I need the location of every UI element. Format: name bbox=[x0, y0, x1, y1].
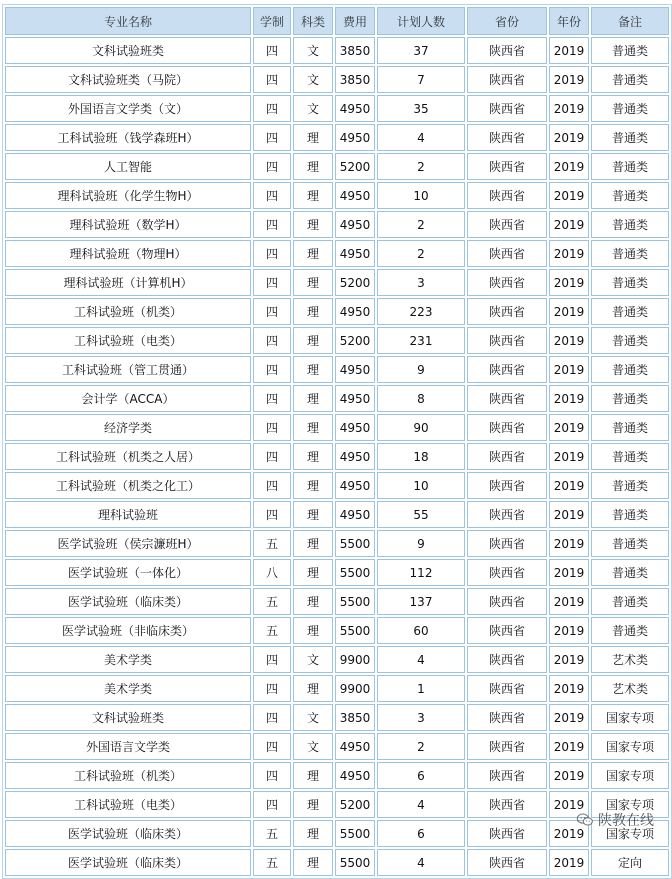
cell-duration: 四 bbox=[253, 327, 291, 354]
cell-year: 2019 bbox=[549, 182, 589, 209]
cell-year: 2019 bbox=[549, 443, 589, 470]
cell-province: 陕西省 bbox=[467, 559, 547, 586]
cell-major: 医学试验班（侯宗濂班H） bbox=[5, 530, 251, 557]
cell-fee: 4950 bbox=[335, 95, 375, 122]
cell-count: 6 bbox=[377, 820, 465, 847]
cell-category: 理 bbox=[293, 588, 333, 615]
cell-duration: 四 bbox=[253, 704, 291, 731]
cell-remark: 普通类 bbox=[591, 414, 669, 441]
cell-category: 理 bbox=[293, 269, 333, 296]
cell-remark: 普通类 bbox=[591, 385, 669, 412]
table-row bbox=[5, 124, 669, 151]
header-province: 省份 bbox=[467, 7, 547, 35]
table-row bbox=[5, 617, 669, 644]
cell-province: 陕西省 bbox=[467, 762, 547, 789]
cell-province: 陕西省 bbox=[467, 675, 547, 702]
cell-remark: 普通类 bbox=[591, 588, 669, 615]
cell-count: 90 bbox=[377, 414, 465, 441]
cell-duration: 四 bbox=[253, 646, 291, 673]
header-duration: 学制 bbox=[253, 7, 291, 35]
header-year: 年份 bbox=[549, 7, 589, 35]
cell-duration: 四 bbox=[253, 472, 291, 499]
cell-duration: 四 bbox=[253, 95, 291, 122]
cell-remark: 普通类 bbox=[591, 240, 669, 267]
table-row bbox=[5, 849, 669, 876]
cell-category: 理 bbox=[293, 443, 333, 470]
cell-count: 112 bbox=[377, 559, 465, 586]
cell-fee: 4950 bbox=[335, 501, 375, 528]
cell-remark: 普通类 bbox=[591, 356, 669, 383]
cell-remark: 普通类 bbox=[591, 298, 669, 325]
cell-province: 陕西省 bbox=[467, 530, 547, 557]
cell-province: 陕西省 bbox=[467, 211, 547, 238]
cell-province: 陕西省 bbox=[467, 501, 547, 528]
table-row bbox=[5, 530, 669, 557]
cell-province: 陕西省 bbox=[467, 327, 547, 354]
cell-count: 7 bbox=[377, 66, 465, 93]
cell-year: 2019 bbox=[549, 559, 589, 586]
cell-category: 理 bbox=[293, 791, 333, 818]
cell-count: 10 bbox=[377, 472, 465, 499]
cell-fee: 5200 bbox=[335, 327, 375, 354]
cell-province: 陕西省 bbox=[467, 849, 547, 876]
cell-major: 外国语言文学类（文） bbox=[5, 95, 251, 122]
cell-duration: 五 bbox=[253, 588, 291, 615]
cell-category: 理 bbox=[293, 501, 333, 528]
cell-major: 工科试验班（管工贯通） bbox=[5, 356, 251, 383]
cell-category: 文 bbox=[293, 704, 333, 731]
cell-fee: 5500 bbox=[335, 530, 375, 557]
cell-year: 2019 bbox=[549, 356, 589, 383]
table-row bbox=[5, 211, 669, 238]
header-major: 专业名称 bbox=[5, 7, 251, 35]
cell-year: 2019 bbox=[549, 211, 589, 238]
cell-fee: 5200 bbox=[335, 153, 375, 180]
cell-count: 2 bbox=[377, 733, 465, 760]
cell-category: 理 bbox=[293, 530, 333, 557]
cell-remark: 普通类 bbox=[591, 617, 669, 644]
table-row bbox=[5, 443, 669, 470]
cell-duration: 四 bbox=[253, 675, 291, 702]
table-row bbox=[5, 414, 669, 441]
table-row bbox=[5, 269, 669, 296]
cell-major: 人工智能 bbox=[5, 153, 251, 180]
table-row bbox=[5, 182, 669, 209]
table-row bbox=[5, 501, 669, 528]
cell-count: 9 bbox=[377, 356, 465, 383]
cell-category: 理 bbox=[293, 356, 333, 383]
cell-count: 4 bbox=[377, 124, 465, 151]
cell-category: 文 bbox=[293, 95, 333, 122]
cell-year: 2019 bbox=[549, 530, 589, 557]
header-remark: 备注 bbox=[591, 7, 669, 35]
cell-duration: 四 bbox=[253, 414, 291, 441]
cell-count: 223 bbox=[377, 298, 465, 325]
table-row bbox=[5, 37, 669, 64]
cell-fee: 4950 bbox=[335, 472, 375, 499]
cell-province: 陕西省 bbox=[467, 820, 547, 847]
cell-fee: 5500 bbox=[335, 849, 375, 876]
cell-province: 陕西省 bbox=[467, 66, 547, 93]
cell-fee: 4950 bbox=[335, 298, 375, 325]
header-fee: 费用 bbox=[335, 7, 375, 35]
table-row bbox=[5, 762, 669, 789]
cell-remark: 普通类 bbox=[591, 66, 669, 93]
cell-category: 理 bbox=[293, 472, 333, 499]
table-row bbox=[5, 646, 669, 673]
cell-major: 医学试验班（一体化） bbox=[5, 559, 251, 586]
cell-remark: 普通类 bbox=[591, 327, 669, 354]
watermark-text: 陕教在线 bbox=[598, 813, 654, 829]
cell-duration: 四 bbox=[253, 385, 291, 412]
cell-province: 陕西省 bbox=[467, 791, 547, 818]
cell-duration: 四 bbox=[253, 791, 291, 818]
cell-province: 陕西省 bbox=[467, 356, 547, 383]
cell-category: 理 bbox=[293, 124, 333, 151]
cell-fee: 4950 bbox=[335, 762, 375, 789]
cell-count: 2 bbox=[377, 240, 465, 267]
cell-province: 陕西省 bbox=[467, 472, 547, 499]
cell-year: 2019 bbox=[549, 849, 589, 876]
wechat-icon bbox=[576, 813, 594, 827]
cell-count: 2 bbox=[377, 153, 465, 180]
table-row bbox=[5, 66, 669, 93]
cell-category: 理 bbox=[293, 182, 333, 209]
cell-fee: 9900 bbox=[335, 646, 375, 673]
cell-fee: 9900 bbox=[335, 675, 375, 702]
cell-year: 2019 bbox=[549, 820, 589, 847]
cell-fee: 5500 bbox=[335, 588, 375, 615]
cell-remark: 国家专项 bbox=[591, 762, 669, 789]
table-row bbox=[5, 356, 669, 383]
cell-major: 医学试验班（临床类） bbox=[5, 588, 251, 615]
cell-count: 4 bbox=[377, 791, 465, 818]
cell-duration: 四 bbox=[253, 66, 291, 93]
cell-count: 3 bbox=[377, 269, 465, 296]
cell-count: 55 bbox=[377, 501, 465, 528]
cell-count: 18 bbox=[377, 443, 465, 470]
watermark bbox=[576, 810, 654, 830]
cell-year: 2019 bbox=[549, 704, 589, 731]
cell-duration: 四 bbox=[253, 182, 291, 209]
cell-duration: 五 bbox=[253, 849, 291, 876]
table-row bbox=[5, 327, 669, 354]
cell-major: 理科试验班 bbox=[5, 501, 251, 528]
cell-major: 医学试验班（非临床类） bbox=[5, 617, 251, 644]
cell-duration: 四 bbox=[253, 37, 291, 64]
cell-fee: 4950 bbox=[335, 414, 375, 441]
cell-duration: 四 bbox=[253, 356, 291, 383]
cell-major: 文科试验班类（马院） bbox=[5, 66, 251, 93]
cell-duration: 四 bbox=[253, 211, 291, 238]
table-row bbox=[5, 704, 669, 731]
cell-duration: 五 bbox=[253, 820, 291, 847]
cell-province: 陕西省 bbox=[467, 153, 547, 180]
cell-duration: 四 bbox=[253, 733, 291, 760]
cell-major: 工科试验班（机类） bbox=[5, 762, 251, 789]
cell-count: 8 bbox=[377, 385, 465, 412]
cell-major: 工科试验班（钱学森班H） bbox=[5, 124, 251, 151]
cell-year: 2019 bbox=[549, 617, 589, 644]
cell-category: 文 bbox=[293, 646, 333, 673]
cell-count: 9 bbox=[377, 530, 465, 557]
header-row bbox=[5, 7, 669, 35]
cell-year: 2019 bbox=[549, 762, 589, 789]
table-row bbox=[5, 153, 669, 180]
table-row bbox=[5, 298, 669, 325]
cell-major: 理科试验班（数学H） bbox=[5, 211, 251, 238]
cell-category: 理 bbox=[293, 240, 333, 267]
cell-duration: 四 bbox=[253, 240, 291, 267]
cell-major: 医学试验班（临床类） bbox=[5, 820, 251, 847]
cell-duration: 四 bbox=[253, 298, 291, 325]
cell-category: 理 bbox=[293, 211, 333, 238]
cell-count: 35 bbox=[377, 95, 465, 122]
cell-major: 医学试验班（临床类） bbox=[5, 849, 251, 876]
cell-remark: 普通类 bbox=[591, 37, 669, 64]
cell-remark: 普通类 bbox=[591, 443, 669, 470]
cell-duration: 五 bbox=[253, 530, 291, 557]
cell-year: 2019 bbox=[549, 37, 589, 64]
cell-year: 2019 bbox=[549, 675, 589, 702]
table-row bbox=[5, 820, 669, 847]
cell-major: 理科试验班（物理H） bbox=[5, 240, 251, 267]
cell-fee: 5500 bbox=[335, 820, 375, 847]
cell-fee: 4950 bbox=[335, 733, 375, 760]
cell-fee: 4950 bbox=[335, 211, 375, 238]
cell-duration: 四 bbox=[253, 762, 291, 789]
cell-province: 陕西省 bbox=[467, 182, 547, 209]
cell-count: 60 bbox=[377, 617, 465, 644]
cell-major: 工科试验班（机类） bbox=[5, 298, 251, 325]
cell-remark: 国家专项 bbox=[591, 791, 669, 818]
cell-province: 陕西省 bbox=[467, 704, 547, 731]
cell-category: 理 bbox=[293, 675, 333, 702]
cell-remark: 普通类 bbox=[591, 559, 669, 586]
cell-fee: 4950 bbox=[335, 385, 375, 412]
table-row bbox=[5, 588, 669, 615]
cell-province: 陕西省 bbox=[467, 588, 547, 615]
cell-year: 2019 bbox=[549, 588, 589, 615]
cell-remark: 普通类 bbox=[591, 211, 669, 238]
cell-count: 1 bbox=[377, 675, 465, 702]
cell-fee: 5200 bbox=[335, 791, 375, 818]
cell-major: 经济学类 bbox=[5, 414, 251, 441]
cell-remark: 普通类 bbox=[591, 182, 669, 209]
header-plan-count: 计划人数 bbox=[377, 7, 465, 35]
cell-year: 2019 bbox=[549, 385, 589, 412]
cell-remark: 艺术类 bbox=[591, 646, 669, 673]
cell-major: 美术学类 bbox=[5, 646, 251, 673]
cell-major: 理科试验班（计算机H） bbox=[5, 269, 251, 296]
cell-category: 理 bbox=[293, 327, 333, 354]
cell-year: 2019 bbox=[549, 733, 589, 760]
cell-province: 陕西省 bbox=[467, 298, 547, 325]
cell-year: 2019 bbox=[549, 95, 589, 122]
cell-remark: 普通类 bbox=[591, 153, 669, 180]
cell-duration: 四 bbox=[253, 124, 291, 151]
cell-category: 理 bbox=[293, 617, 333, 644]
cell-fee: 5500 bbox=[335, 559, 375, 586]
table-row bbox=[5, 559, 669, 586]
cell-province: 陕西省 bbox=[467, 385, 547, 412]
cell-duration: 五 bbox=[253, 617, 291, 644]
cell-province: 陕西省 bbox=[467, 443, 547, 470]
cell-year: 2019 bbox=[549, 269, 589, 296]
cell-year: 2019 bbox=[549, 153, 589, 180]
cell-year: 2019 bbox=[549, 646, 589, 673]
table-row bbox=[5, 791, 669, 818]
cell-year: 2019 bbox=[549, 327, 589, 354]
cell-category: 文 bbox=[293, 733, 333, 760]
cell-count: 3 bbox=[377, 704, 465, 731]
cell-category: 理 bbox=[293, 298, 333, 325]
cell-remark: 国家专项 bbox=[591, 820, 669, 847]
cell-major: 理科试验班（化学生物H） bbox=[5, 182, 251, 209]
cell-remark: 艺术类 bbox=[591, 675, 669, 702]
cell-duration: 四 bbox=[253, 443, 291, 470]
cell-count: 10 bbox=[377, 182, 465, 209]
table-row bbox=[5, 733, 669, 760]
header-category: 科类 bbox=[293, 7, 333, 35]
cell-duration: 四 bbox=[253, 269, 291, 296]
cell-category: 理 bbox=[293, 153, 333, 180]
cell-major: 外国语言文学类 bbox=[5, 733, 251, 760]
cell-province: 陕西省 bbox=[467, 733, 547, 760]
cell-year: 2019 bbox=[549, 414, 589, 441]
cell-fee: 3850 bbox=[335, 66, 375, 93]
cell-category: 文 bbox=[293, 66, 333, 93]
cell-remark: 普通类 bbox=[591, 501, 669, 528]
cell-duration: 八 bbox=[253, 559, 291, 586]
cell-category: 理 bbox=[293, 414, 333, 441]
cell-year: 2019 bbox=[549, 240, 589, 267]
cell-major: 工科试验班（机类之人居） bbox=[5, 443, 251, 470]
cell-year: 2019 bbox=[549, 472, 589, 499]
cell-major: 会计学（ACCA） bbox=[5, 385, 251, 412]
cell-count: 231 bbox=[377, 327, 465, 354]
cell-province: 陕西省 bbox=[467, 37, 547, 64]
admission-plan-table bbox=[2, 4, 672, 879]
cell-major: 工科试验班（电类） bbox=[5, 327, 251, 354]
cell-year: 2019 bbox=[549, 501, 589, 528]
cell-year: 2019 bbox=[549, 124, 589, 151]
cell-fee: 5200 bbox=[335, 269, 375, 296]
table-row bbox=[5, 675, 669, 702]
cell-fee: 4950 bbox=[335, 182, 375, 209]
cell-count: 4 bbox=[377, 849, 465, 876]
cell-year: 2019 bbox=[549, 791, 589, 818]
cell-major: 工科试验班（机类之化工） bbox=[5, 472, 251, 499]
cell-year: 2019 bbox=[549, 298, 589, 325]
table-body bbox=[5, 37, 669, 876]
cell-province: 陕西省 bbox=[467, 95, 547, 122]
cell-count: 2 bbox=[377, 211, 465, 238]
cell-remark: 普通类 bbox=[591, 269, 669, 296]
cell-duration: 四 bbox=[253, 153, 291, 180]
cell-count: 37 bbox=[377, 37, 465, 64]
cell-remark: 定向 bbox=[591, 849, 669, 876]
cell-category: 理 bbox=[293, 385, 333, 412]
cell-fee: 4950 bbox=[335, 240, 375, 267]
cell-province: 陕西省 bbox=[467, 269, 547, 296]
cell-province: 陕西省 bbox=[467, 124, 547, 151]
cell-major: 工科试验班（电类） bbox=[5, 791, 251, 818]
cell-remark: 国家专项 bbox=[591, 704, 669, 731]
cell-remark: 普通类 bbox=[591, 472, 669, 499]
table-row bbox=[5, 385, 669, 412]
cell-category: 文 bbox=[293, 37, 333, 64]
cell-remark: 普通类 bbox=[591, 124, 669, 151]
cell-fee: 4950 bbox=[335, 443, 375, 470]
cell-fee: 4950 bbox=[335, 356, 375, 383]
table-row bbox=[5, 472, 669, 499]
cell-major: 文科试验班类 bbox=[5, 37, 251, 64]
cell-major: 文科试验班类 bbox=[5, 704, 251, 731]
cell-fee: 5500 bbox=[335, 617, 375, 644]
cell-duration: 四 bbox=[253, 501, 291, 528]
cell-province: 陕西省 bbox=[467, 617, 547, 644]
cell-province: 陕西省 bbox=[467, 646, 547, 673]
cell-year: 2019 bbox=[549, 66, 589, 93]
cell-fee: 4950 bbox=[335, 124, 375, 151]
cell-count: 137 bbox=[377, 588, 465, 615]
cell-category: 理 bbox=[293, 820, 333, 847]
table-row bbox=[5, 95, 669, 122]
cell-count: 4 bbox=[377, 646, 465, 673]
cell-count: 6 bbox=[377, 762, 465, 789]
cell-category: 理 bbox=[293, 849, 333, 876]
cell-major: 美术学类 bbox=[5, 675, 251, 702]
cell-category: 理 bbox=[293, 762, 333, 789]
cell-remark: 普通类 bbox=[591, 530, 669, 557]
cell-province: 陕西省 bbox=[467, 240, 547, 267]
cell-province: 陕西省 bbox=[467, 414, 547, 441]
cell-fee: 3850 bbox=[335, 37, 375, 64]
cell-category: 理 bbox=[293, 559, 333, 586]
cell-fee: 3850 bbox=[335, 704, 375, 731]
table-row bbox=[5, 240, 669, 267]
cell-remark: 普通类 bbox=[591, 95, 669, 122]
cell-remark: 国家专项 bbox=[591, 733, 669, 760]
